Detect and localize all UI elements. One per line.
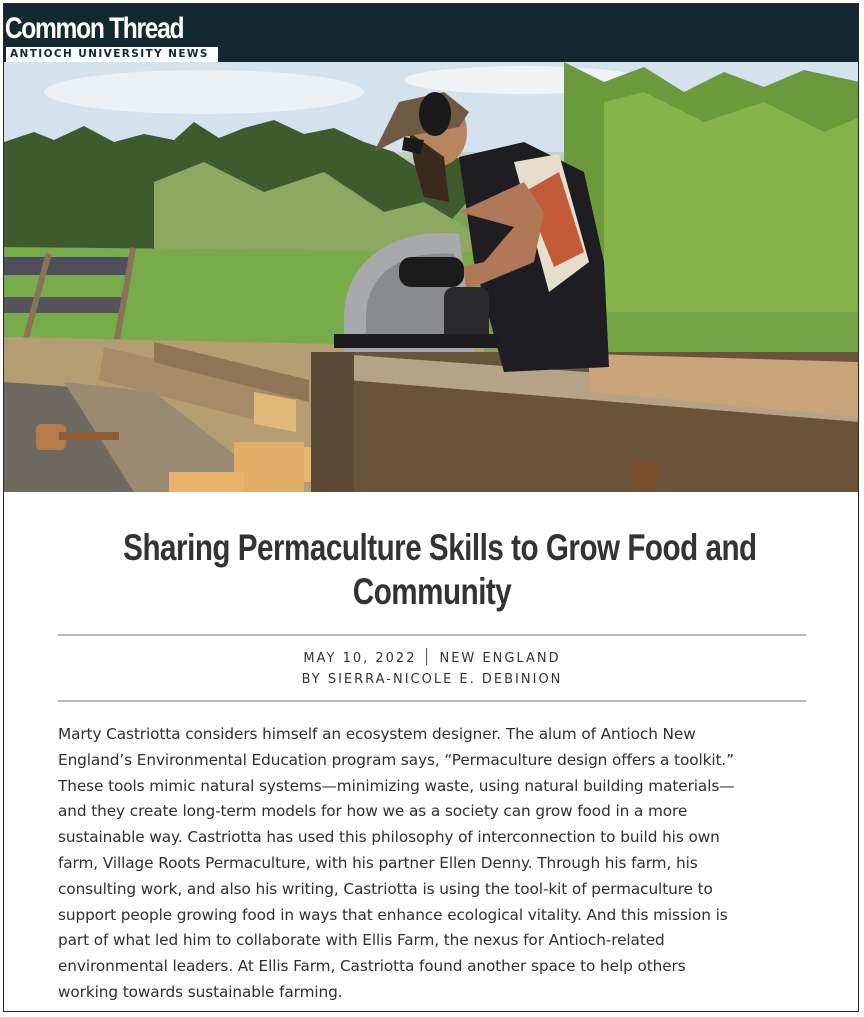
article-headline: [44, 526, 820, 614]
body-line: and they create long-term models for how we as a society can grow food in a more: [58, 802, 688, 821]
meta-divider-bottom: [58, 700, 806, 702]
body-line: farm, Village Roots Permaculture, with his partner Ellen Denny. Through his farm, his: [58, 853, 698, 872]
meta-separator: [426, 648, 427, 665]
page-frame: [3, 3, 859, 1012]
body-line: support people growing food in ways that enhance ecological vitality. And this mission is: [58, 905, 728, 924]
body-line: environmental leaders. At Ellis Farm, Castriotta found another space to help others: [58, 957, 686, 976]
headline-line-2: Community: [352, 571, 512, 612]
article-meta: [58, 648, 806, 666]
body-line: sustainable way. Castriotta has used this philosophy of interconnection to build his own: [58, 828, 720, 847]
site-title: Common Thread: [4, 12, 184, 45]
body-line: working towards sustainable farming.: [58, 982, 343, 1001]
hero-photo-illustration: [4, 62, 859, 492]
site-logo[interactable]: [4, 12, 223, 60]
headline-line-1: Sharing Permaculture Skills to Grow Food and: [123, 527, 757, 568]
body-line: part of what led him to collaborate with Ellis Farm, the nexus for Antioch-related: [58, 931, 665, 950]
article-body-paragraph: [58, 722, 810, 1006]
author-byline[interactable]: BY SIERRA-NICOLE E. DEBINION: [301, 672, 563, 687]
publish-date: MAY 10, 2022: [303, 651, 417, 666]
body-line: These tools mimic natural systems—minimizing waste, using natural building materials—: [58, 776, 735, 795]
site-subtitle: ANTIOCH UNIVERSITY NEWS: [6, 47, 218, 62]
masthead: [4, 4, 859, 62]
meta-divider-top: [58, 634, 806, 636]
hero-image: [4, 62, 859, 492]
body-line: Marty Castriotta considers himself an ecosystem designer. The alum of Antioch New: [58, 725, 696, 743]
body-line: consulting work, and also his writing, Castriotta is using the tool-kit of permaculture to: [58, 879, 713, 898]
category-link[interactable]: NEW ENGLAND: [439, 651, 561, 666]
byline: [58, 672, 806, 687]
body-line: England’s Environmental Education program says, “Permaculture design offers a toolkit.”: [58, 750, 735, 769]
